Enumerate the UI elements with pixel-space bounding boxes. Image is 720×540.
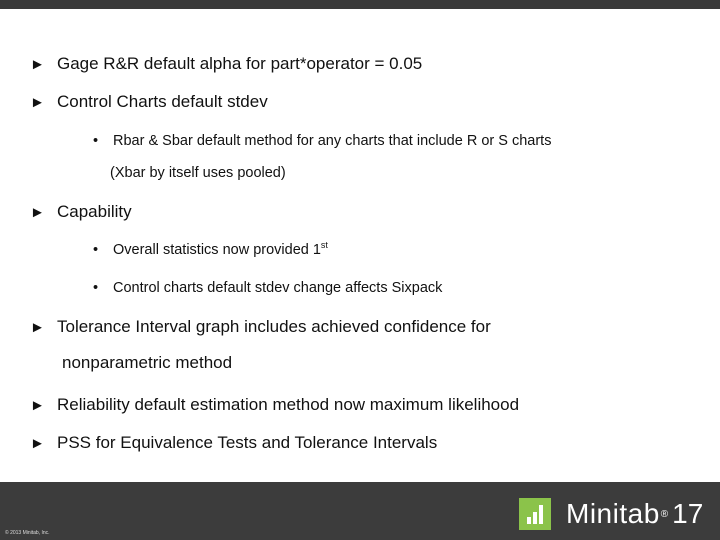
arrow-bullet-icon: ► [30, 319, 45, 336]
bullet-text: PSS for Equivalence Tests and Tolerance Intervals [57, 433, 438, 452]
bullet-text: Capability [57, 202, 132, 221]
bullet-text: Reliability default estimation method now maximum likelihood [57, 395, 520, 414]
bullet-gage-rr [30, 54, 422, 74]
footer-bar [0, 482, 720, 540]
dot-bullet-icon: • [93, 280, 99, 296]
bullet-reliability [30, 395, 519, 415]
sub-bullet-text: Control charts default stdev change affects Sixpack [113, 280, 443, 296]
sub-bullet-continuation: (Xbar by itself uses pooled) [110, 165, 286, 181]
bullet-continuation: nonparametric method [62, 353, 233, 372]
sub-bullet-overall-stats [93, 242, 328, 258]
bullet-text: Control Charts default stdev [57, 92, 268, 111]
bullet-text: Gage R&R default alpha for part*operator = 0.05 [57, 54, 423, 73]
arrow-bullet-icon: ► [30, 56, 45, 73]
sub-bullet-sixpack [93, 280, 442, 296]
bullet-control-charts [30, 92, 268, 112]
registered-mark: ® [660, 508, 669, 520]
bullet-tolerance-interval [30, 317, 491, 337]
arrow-bullet-icon: ► [30, 94, 45, 111]
brand-version: 17 [672, 498, 704, 529]
copyright-text: © 2013 Minitab, Inc. [5, 530, 50, 536]
bullet-capability [30, 202, 132, 222]
brand-name: Minitab [566, 498, 660, 529]
minitab-brand [519, 498, 703, 530]
dot-bullet-icon: • [93, 133, 99, 149]
sub-bullet-rbar-sbar [93, 133, 551, 149]
bullet-text: Tolerance Interval graph includes achieved confidence for [57, 317, 491, 336]
dot-bullet-icon: • [93, 242, 99, 258]
minitab-logo-icon [519, 498, 551, 530]
sub-bullet-text: Rbar & Sbar default method for any charts that include R or S charts [113, 133, 552, 149]
arrow-bullet-icon: ► [30, 204, 45, 221]
bullet-pss [30, 433, 437, 453]
sub-bullet-text: Overall statistics now provided 1 [113, 242, 321, 258]
arrow-bullet-icon: ► [30, 435, 45, 452]
superscript: st [320, 240, 328, 251]
arrow-bullet-icon: ► [30, 397, 45, 414]
